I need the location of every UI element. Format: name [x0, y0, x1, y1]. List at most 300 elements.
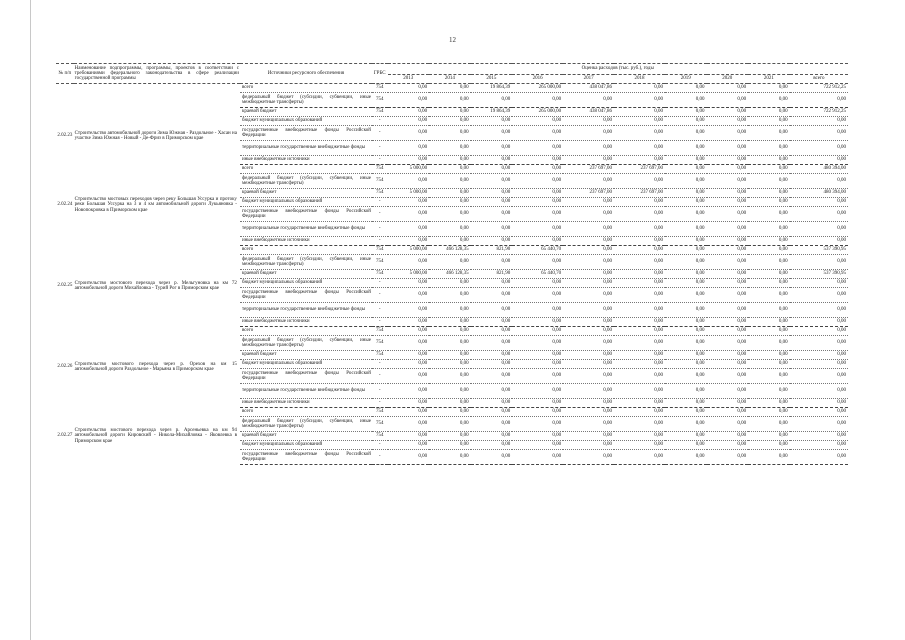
amount-cell: 0,00: [790, 174, 848, 189]
header-year: 2019: [665, 75, 707, 84]
amount-cell: 0,00: [563, 384, 614, 399]
header-year: 2015: [471, 75, 513, 84]
grbs-code: -: [372, 198, 388, 207]
amount-cell: 0,00: [748, 360, 790, 369]
amount-cell: 0,00: [614, 141, 665, 156]
amount-cell: 0,00: [665, 93, 707, 108]
amount-cell: 0,00: [665, 417, 707, 432]
amount-cell: 0,00: [748, 255, 790, 270]
amount-cell: 0,00: [471, 288, 513, 303]
grbs-code: 754: [372, 174, 388, 189]
empty-name-cell: [74, 84, 240, 93]
amount-cell: 0,00: [563, 432, 614, 441]
funding-source: бюджет муниципальных образований: [240, 117, 372, 126]
amount-cell: 0,00: [614, 198, 665, 207]
funding-source: государственные внебюджетные фонды Российской Федерации: [240, 126, 372, 141]
amount-cell: 0,00: [471, 369, 513, 384]
amount-cell: 0,00: [665, 384, 707, 399]
amount-cell: 722 912,25: [790, 84, 848, 93]
amount-cell: 0,00: [388, 399, 430, 408]
amount-cell: 0,00: [707, 303, 749, 318]
amount-cell: 0,00: [707, 351, 749, 360]
amount-cell: 0,00: [748, 270, 790, 279]
grbs-code: 754: [372, 189, 388, 198]
amount-cell: 0,00: [748, 189, 790, 198]
amount-cell: 0,00: [707, 165, 749, 174]
grbs-code: -: [372, 369, 388, 384]
amount-cell: 0,00: [665, 399, 707, 408]
amount-cell: 0,00: [665, 270, 707, 279]
amount-cell: 0,00: [707, 237, 749, 246]
amount-cell: 0,00: [665, 288, 707, 303]
amount-cell: 0,00: [563, 207, 614, 222]
amount-cell: 0,00: [429, 222, 471, 237]
amount-cell: 0,00: [471, 222, 513, 237]
amount-cell: 0,00: [471, 117, 513, 126]
amount-cell: 0,00: [748, 318, 790, 327]
amount-cell: 0,00: [471, 318, 513, 327]
amount-cell: 0,00: [563, 336, 614, 351]
funding-source: федеральный бюджет (субсидии, субвенции, иные межбюджетные трансферты): [240, 174, 372, 189]
amount-cell: 0,00: [614, 126, 665, 141]
amount-cell: 0,00: [512, 288, 563, 303]
amount-cell: 0,00: [614, 327, 665, 336]
funding-source: краевой бюджет: [240, 351, 372, 360]
amount-cell: 0,00: [707, 174, 749, 189]
grbs-code: -: [372, 303, 388, 318]
amount-cell: 0,00: [429, 327, 471, 336]
amount-cell: 0,00: [614, 93, 665, 108]
amount-cell: 0,00: [790, 207, 848, 222]
amount-cell: 0,00: [707, 279, 749, 288]
amount-cell: 0,00: [563, 156, 614, 165]
empty-no-cell: [56, 93, 74, 108]
grbs-code: -: [372, 384, 388, 399]
funding-source: бюджет муниципальных образований: [240, 198, 372, 207]
amount-cell: 438 047,86: [563, 108, 614, 117]
amount-cell: 0,00: [665, 408, 707, 417]
amount-cell: 0,00: [790, 384, 848, 399]
amount-cell: 0,00: [748, 327, 790, 336]
header-year: 2013: [388, 75, 430, 84]
amount-cell: 0,00: [429, 288, 471, 303]
amount-cell: 0,00: [388, 237, 430, 246]
amount-cell: 0,00: [471, 93, 513, 108]
amount-cell: 0,00: [388, 141, 430, 156]
amount-cell: 0,00: [790, 288, 848, 303]
amount-cell: 0,00: [429, 165, 471, 174]
page-number: 12: [449, 36, 456, 44]
amount-cell: 0,00: [748, 207, 790, 222]
amount-cell: 0,00: [665, 303, 707, 318]
funding-source: краевой бюджет: [240, 189, 372, 198]
table-row: [56, 93, 848, 108]
amount-cell: 0,00: [471, 207, 513, 222]
grbs-code: -: [372, 450, 388, 465]
header-name: Наименование подпрограммы, программы, проектов в соответствии с требованиями федерального законодательства в сфере реализации государственной программы: [74, 64, 240, 84]
amount-cell: 0,00: [614, 270, 665, 279]
amount-cell: 0,00: [471, 336, 513, 351]
amount-cell: 0,00: [429, 279, 471, 288]
amount-cell: 0,00: [512, 450, 563, 465]
amount-cell: 0,00: [748, 117, 790, 126]
amount-cell: 5 000,00: [388, 246, 430, 255]
amount-cell: 0,00: [707, 126, 749, 141]
amount-cell: 0,00: [512, 207, 563, 222]
amount-cell: 0,00: [614, 255, 665, 270]
amount-cell: 0,00: [748, 417, 790, 432]
funding-source: иные внебюджетные источники: [240, 399, 372, 408]
amount-cell: 0,00: [790, 399, 848, 408]
amount-cell: 466 128,35: [429, 270, 471, 279]
funding-source: краевой бюджет: [240, 270, 372, 279]
amount-cell: 0,00: [790, 237, 848, 246]
amount-cell: 0,00: [748, 93, 790, 108]
amount-cell: 0,00: [707, 399, 749, 408]
amount-cell: 0,00: [748, 279, 790, 288]
amount-cell: 0,00: [471, 303, 513, 318]
amount-cell: 0,00: [429, 318, 471, 327]
amount-cell: 0,00: [429, 93, 471, 108]
amount-cell: 0,00: [512, 189, 563, 198]
amount-cell: 438 047,86: [563, 84, 614, 93]
funding-source: территориальные государственные внебюджетные фонды: [240, 141, 372, 156]
amount-cell: 821,90: [471, 270, 513, 279]
amount-cell: 0,00: [707, 93, 749, 108]
amount-cell: 0,00: [790, 360, 848, 369]
amount-cell: 537 390,95: [790, 270, 848, 279]
amount-cell: 0,00: [388, 288, 430, 303]
amount-cell: 0,00: [388, 327, 430, 336]
header-estimate: Оценка расходов (тыс. руб.), годы: [388, 64, 849, 75]
amount-cell: 0,00: [388, 84, 430, 93]
amount-cell: 0,00: [512, 93, 563, 108]
amount-cell: 0,00: [748, 399, 790, 408]
amount-cell: 0,00: [388, 336, 430, 351]
amount-cell: 0,00: [563, 408, 614, 417]
project-name: Строительство автомобильной дороги Зима Южная - Раздольное - Хасан на участке Зима Южная - Новый - Де-Фриз в Приморском крае: [74, 130, 237, 141]
grbs-code: 754: [372, 417, 388, 432]
funding-source: государственные внебюджетные фонды Российской Федерации: [240, 288, 372, 303]
amount-cell: 0,00: [790, 156, 848, 165]
amount-cell: 0,00: [707, 441, 749, 450]
amount-cell: 0,00: [665, 432, 707, 441]
project-code: 2.02.24: [57, 202, 73, 208]
table-row: [56, 408, 848, 417]
amount-cell: 0,00: [512, 441, 563, 450]
amount-cell: 0,00: [512, 255, 563, 270]
amount-cell: 0,00: [748, 369, 790, 384]
amount-cell: 0,00: [429, 351, 471, 360]
amount-cell: 0,00: [471, 360, 513, 369]
project-code: 2.02.25: [57, 283, 73, 289]
amount-cell: 0,00: [748, 141, 790, 156]
amount-cell: 0,00: [707, 336, 749, 351]
amount-cell: 0,00: [471, 126, 513, 141]
amount-cell: 0,00: [707, 360, 749, 369]
grbs-code: -: [372, 288, 388, 303]
amount-cell: 0,00: [614, 318, 665, 327]
amount-cell: 0,00: [429, 117, 471, 126]
amount-cell: 0,00: [512, 384, 563, 399]
amount-cell: 0,00: [614, 288, 665, 303]
amount-cell: 0,00: [429, 255, 471, 270]
amount-cell: 0,00: [614, 432, 665, 441]
amount-cell: 0,00: [512, 369, 563, 384]
amount-cell: 0,00: [429, 237, 471, 246]
header-no: № п/п: [56, 64, 74, 84]
amount-cell: 0,00: [388, 303, 430, 318]
amount-cell: 0,00: [614, 117, 665, 126]
amount-cell: 0,00: [563, 351, 614, 360]
amount-cell: 480 394,00: [790, 165, 848, 174]
amount-cell: 0,00: [563, 441, 614, 450]
amount-cell: 0,00: [790, 303, 848, 318]
amount-cell: 0,00: [563, 174, 614, 189]
amount-cell: 0,00: [790, 318, 848, 327]
amount-cell: 0,00: [563, 360, 614, 369]
amount-cell: 0,00: [748, 384, 790, 399]
amount-cell: 0,00: [790, 279, 848, 288]
funding-source: бюджет муниципальных образований: [240, 441, 372, 450]
grbs-code: -: [372, 156, 388, 165]
amount-cell: 0,00: [563, 117, 614, 126]
funding-source: краевой бюджет: [240, 108, 372, 117]
amount-cell: 0,00: [665, 189, 707, 198]
amount-cell: 0,00: [614, 237, 665, 246]
project-code: 2.02.23: [57, 133, 73, 139]
amount-cell: 0,00: [563, 270, 614, 279]
amount-cell: 0,00: [614, 279, 665, 288]
grbs-code: 754: [372, 351, 388, 360]
funding-source: территориальные государственные внебюджетные фонды: [240, 303, 372, 318]
page-left-edge: [30, 0, 31, 640]
amount-cell: 0,00: [512, 174, 563, 189]
amount-cell: 722 912,25: [790, 108, 848, 117]
amount-cell: 0,00: [790, 141, 848, 156]
amount-cell: 0,00: [563, 222, 614, 237]
amount-cell: 0,00: [429, 441, 471, 450]
amount-cell: 0,00: [512, 399, 563, 408]
amount-cell: 0,00: [707, 255, 749, 270]
amount-cell: 0,00: [388, 384, 430, 399]
grbs-code: -: [372, 126, 388, 141]
amount-cell: 0,00: [707, 384, 749, 399]
table-row: [56, 108, 848, 117]
amount-cell: 466 128,35: [429, 246, 471, 255]
amount-cell: 0,00: [665, 450, 707, 465]
amount-cell: 0,00: [665, 279, 707, 288]
amount-cell: 0,00: [790, 450, 848, 465]
amount-cell: 0,00: [512, 336, 563, 351]
grbs-code: -: [372, 441, 388, 450]
amount-cell: 821,90: [471, 246, 513, 255]
amount-cell: 0,00: [665, 318, 707, 327]
grbs-code: 754: [372, 246, 388, 255]
amount-cell: 0,00: [790, 327, 848, 336]
amount-cell: 0,00: [429, 336, 471, 351]
amount-cell: 537 390,95: [790, 246, 848, 255]
project-code: 2.02.27: [57, 433, 73, 439]
amount-cell: 0,00: [429, 189, 471, 198]
amount-cell: 0,00: [707, 288, 749, 303]
amount-cell: 0,00: [614, 360, 665, 369]
amount-cell: 0,00: [707, 450, 749, 465]
amount-cell: 0,00: [563, 288, 614, 303]
amount-cell: 0,00: [748, 165, 790, 174]
amount-cell: 0,00: [790, 351, 848, 360]
amount-cell: 0,00: [665, 327, 707, 336]
amount-cell: 0,00: [563, 318, 614, 327]
amount-cell: 0,00: [790, 117, 848, 126]
amount-cell: 0,00: [665, 336, 707, 351]
amount-cell: 0,00: [748, 174, 790, 189]
amount-cell: 5 000,00: [388, 189, 430, 198]
amount-cell: 0,00: [388, 432, 430, 441]
amount-cell: 237 697,00: [563, 189, 614, 198]
amount-cell: 0,00: [471, 417, 513, 432]
funding-source: иные внебюджетные источники: [240, 237, 372, 246]
grbs-code: 754: [372, 108, 388, 117]
amount-cell: 0,00: [748, 198, 790, 207]
budget-table: [56, 63, 848, 465]
grbs-code: -: [372, 207, 388, 222]
funding-source: краевой бюджет: [240, 432, 372, 441]
amount-cell: 0,00: [429, 384, 471, 399]
grbs-code: -: [372, 399, 388, 408]
grbs-code: 754: [372, 93, 388, 108]
amount-cell: 65 440,70: [512, 246, 563, 255]
amount-cell: 0,00: [563, 141, 614, 156]
amount-cell: 0,00: [748, 450, 790, 465]
funding-source: государственные внебюджетные фонды Российской Федерации: [240, 369, 372, 384]
funding-source: федеральный бюджет (субсидии, субвенции, иные межбюджетные трансферты): [240, 93, 372, 108]
amount-cell: 0,00: [748, 108, 790, 117]
amount-cell: 0,00: [748, 246, 790, 255]
amount-cell: 0,00: [471, 255, 513, 270]
amount-cell: 0,00: [388, 408, 430, 417]
project-name: Строительство мостовых переходов через реку Большая Уссурка и протоку реки Большая Уссурка на 3 и 4 км автомобильной дороги Лукьяновка - Новопокровка в Приморском крае: [74, 197, 237, 213]
amount-cell: 0,00: [748, 288, 790, 303]
amount-cell: 0,00: [388, 279, 430, 288]
amount-cell: 0,00: [563, 93, 614, 108]
amount-cell: 0,00: [512, 141, 563, 156]
amount-cell: 65 440,70: [512, 270, 563, 279]
amount-cell: 0,00: [512, 156, 563, 165]
amount-cell: 0,00: [388, 351, 430, 360]
empty-no-cell: [56, 84, 74, 93]
amount-cell: 0,00: [429, 432, 471, 441]
amount-cell: 0,00: [512, 351, 563, 360]
amount-cell: 0,00: [665, 174, 707, 189]
amount-cell: 0,00: [429, 303, 471, 318]
amount-cell: 0,00: [429, 141, 471, 156]
funding-source: территориальные государственные внебюджетные фонды: [240, 384, 372, 399]
amount-cell: 0,00: [790, 222, 848, 237]
amount-cell: 0,00: [471, 174, 513, 189]
amount-cell: 0,00: [614, 399, 665, 408]
amount-cell: 0,00: [471, 279, 513, 288]
amount-cell: 0,00: [512, 327, 563, 336]
grbs-code: 754: [372, 84, 388, 93]
grbs-code: -: [372, 318, 388, 327]
table-header: [56, 64, 848, 84]
grbs-code: 754: [372, 408, 388, 417]
amount-cell: 0,00: [512, 303, 563, 318]
amount-cell: 0,00: [707, 222, 749, 237]
amount-cell: 0,00: [563, 126, 614, 141]
funding-source: бюджет муниципальных образований: [240, 279, 372, 288]
amount-cell: 0,00: [790, 441, 848, 450]
amount-cell: 0,00: [614, 207, 665, 222]
amount-cell: 0,00: [512, 279, 563, 288]
amount-cell: 0,00: [563, 255, 614, 270]
amount-cell: 0,00: [614, 336, 665, 351]
header-year: 2014: [429, 75, 471, 84]
amount-cell: 265 000,00: [512, 84, 563, 93]
amount-cell: 0,00: [563, 198, 614, 207]
grbs-code: -: [372, 237, 388, 246]
amount-cell: 5 000,00: [388, 270, 430, 279]
amount-cell: 0,00: [471, 399, 513, 408]
amount-cell: 0,00: [388, 93, 430, 108]
amount-cell: 0,00: [388, 318, 430, 327]
amount-cell: 0,00: [563, 369, 614, 384]
grbs-code: -: [372, 117, 388, 126]
grbs-code: 754: [372, 165, 388, 174]
amount-cell: 0,00: [665, 255, 707, 270]
amount-cell: 0,00: [790, 255, 848, 270]
amount-cell: 265 000,00: [512, 108, 563, 117]
amount-cell: 0,00: [388, 369, 430, 384]
amount-cell: 0,00: [471, 156, 513, 165]
funding-source: всего: [240, 165, 372, 174]
amount-cell: 0,00: [665, 237, 707, 246]
amount-cell: 0,00: [388, 255, 430, 270]
table-body: [56, 84, 848, 465]
amount-cell: 0,00: [429, 450, 471, 465]
amount-cell: 0,00: [512, 165, 563, 174]
amount-cell: 0,00: [563, 417, 614, 432]
funding-source: федеральный бюджет (субсидии, субвенции, иные межбюджетные трансферты): [240, 255, 372, 270]
amount-cell: 0,00: [512, 117, 563, 126]
amount-cell: 0,00: [388, 198, 430, 207]
amount-cell: 0,00: [614, 441, 665, 450]
amount-cell: 0,00: [665, 84, 707, 93]
amount-cell: 0,00: [790, 408, 848, 417]
header-grbs: ГРБС: [372, 64, 388, 84]
funding-source: всего: [240, 327, 372, 336]
amount-cell: 0,00: [790, 198, 848, 207]
funding-source: бюджет муниципальных образований: [240, 360, 372, 369]
amount-cell: 0,00: [471, 189, 513, 198]
funding-source: всего: [240, 84, 372, 93]
amount-cell: 0,00: [748, 84, 790, 93]
amount-cell: 237 697,00: [614, 189, 665, 198]
amount-cell: 0,00: [471, 165, 513, 174]
header-year: 2017: [563, 75, 614, 84]
amount-cell: 0,00: [748, 156, 790, 165]
project-name: Строительство мостового перехода через р. Мельгуновка на км 72 автомобильной дороги Михайловка - Турий Рог в Приморском крае: [74, 280, 237, 291]
amount-cell: 0,00: [471, 432, 513, 441]
amount-cell: 0,00: [388, 222, 430, 237]
funding-source: федеральный бюджет (субсидии, субвенции, иные межбюджетные трансферты): [240, 417, 372, 432]
amount-cell: 0,00: [614, 222, 665, 237]
table-row: [56, 84, 848, 93]
amount-cell: 0,00: [614, 156, 665, 165]
amount-cell: 0,00: [748, 126, 790, 141]
amount-cell: 0,00: [471, 198, 513, 207]
